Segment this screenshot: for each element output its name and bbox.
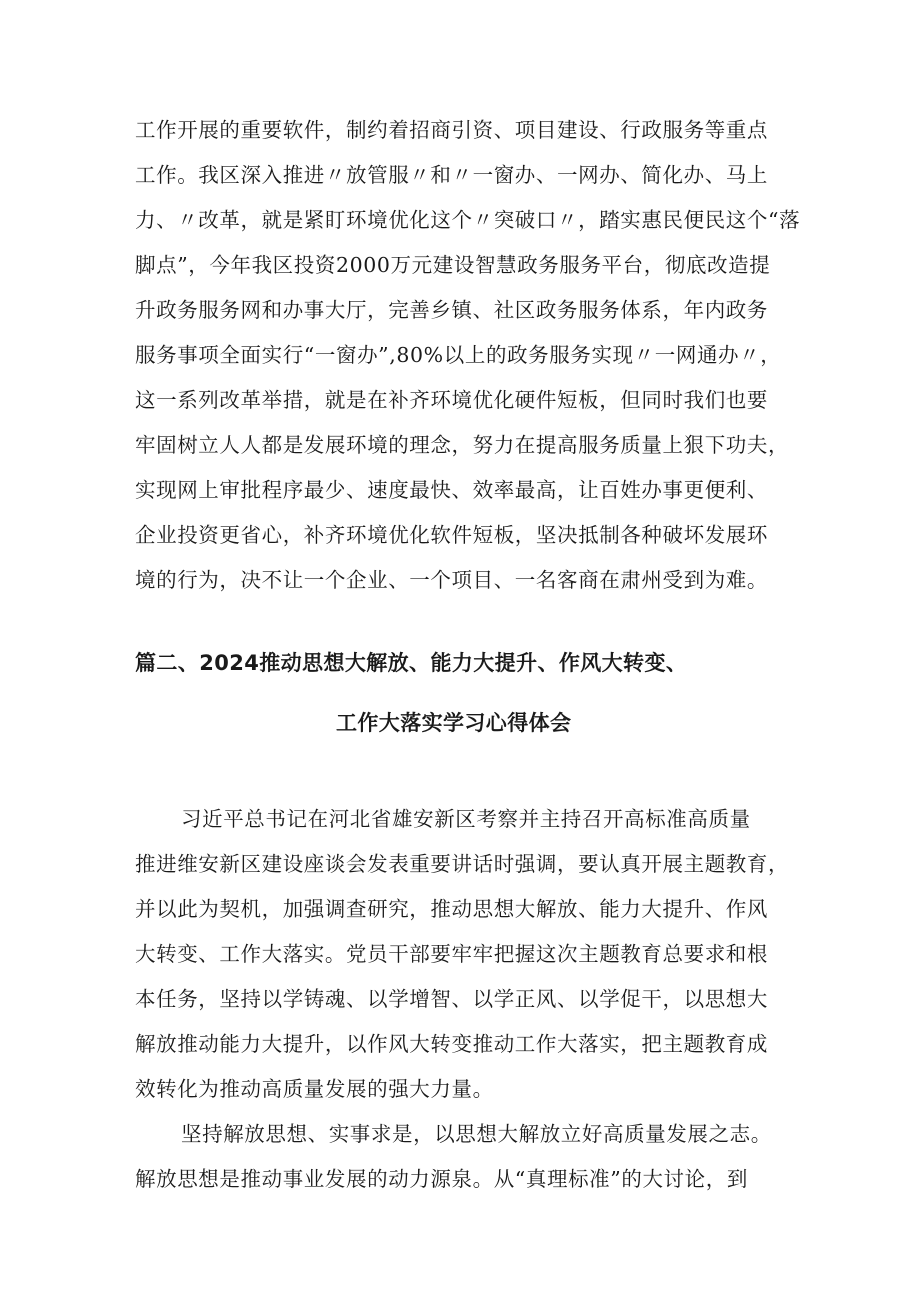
text-line: 大转变、工作大落实。党员干部要牢牢把握这次主题教育总要求和根	[135, 942, 768, 966]
text-line: 企业投资更省心，补齐环境优化软件短板，坚决抵制各种破坏发展环	[135, 523, 768, 547]
text-line: 解放推动能力大提升，以作风大转变推动工作大落实，把主题教育成	[135, 1032, 768, 1056]
text-line: 工作。我区深入推进〃放管服〃和〃一窗办、一网办、简化办、马上	[135, 163, 768, 187]
text-line: 推进维安新区建设座谈会发表重要讲话时强调，要认真开展主题教育，	[135, 852, 790, 876]
text-line: 实现网上审批程序最少、速度最快、效率最高，让百姓办事更便利、	[135, 478, 768, 502]
text-line: 服务事项全面实行“一窗办”,80%以上的政务服务实现〃一网通办〃，	[135, 343, 782, 367]
text-line: 坚持解放思想、实事求是，以思想大解放立好高质量发展之志。	[181, 1122, 772, 1146]
text-line: 脚点”，今年我区投资2000万元建设智慧政务服务平台，彻底改造提	[135, 253, 771, 277]
text-line: 境的行为，决不让一个企业、一个项目、一名客商在肃州受到为难。	[135, 568, 768, 592]
text-line: 并以此为契机，加强调查研究，推动思想大解放、能力大提升、作风	[135, 897, 768, 921]
text-line: 力、〃改革，就是紧盯环境优化这个〃突破口〃，踏实惠民便民这个“落	[135, 208, 801, 232]
text-line: 本任务，坚持以学铸魂、以学增智、以学正风、以学促干，以思想大	[135, 987, 768, 1011]
heading-line-1: 篇二、2024推动思想大解放、能力大提升、作风大转变、	[135, 651, 688, 675]
text-line: 工作开展的重要软件，制约着招商引资、项目建设、行政服务等重点	[135, 118, 768, 142]
text-line: 解放思想是推动事业发展的动力源泉。从“真理标准”的大讨论，到	[135, 1167, 748, 1191]
text-line: 升政务服务网和办事大厅，完善乡镇、社区政务服务体系，年内政务	[135, 298, 768, 322]
heading-line-2: 工作大落实学习心得体会	[336, 711, 572, 735]
text-line: 这一系列改革举措，就是在补齐环境优化硬件短板，但同时我们也要	[135, 388, 768, 412]
text-line: 效转化为推动高质量发展的强大力量。	[135, 1077, 494, 1101]
text-line: 牢固树立人人都是发展环境的理念，努力在提高服务质量上狠下功夫，	[135, 433, 790, 457]
text-line: 习近平总书记在河北省雄安新区考察并主持召开高标准高质量	[181, 807, 751, 831]
